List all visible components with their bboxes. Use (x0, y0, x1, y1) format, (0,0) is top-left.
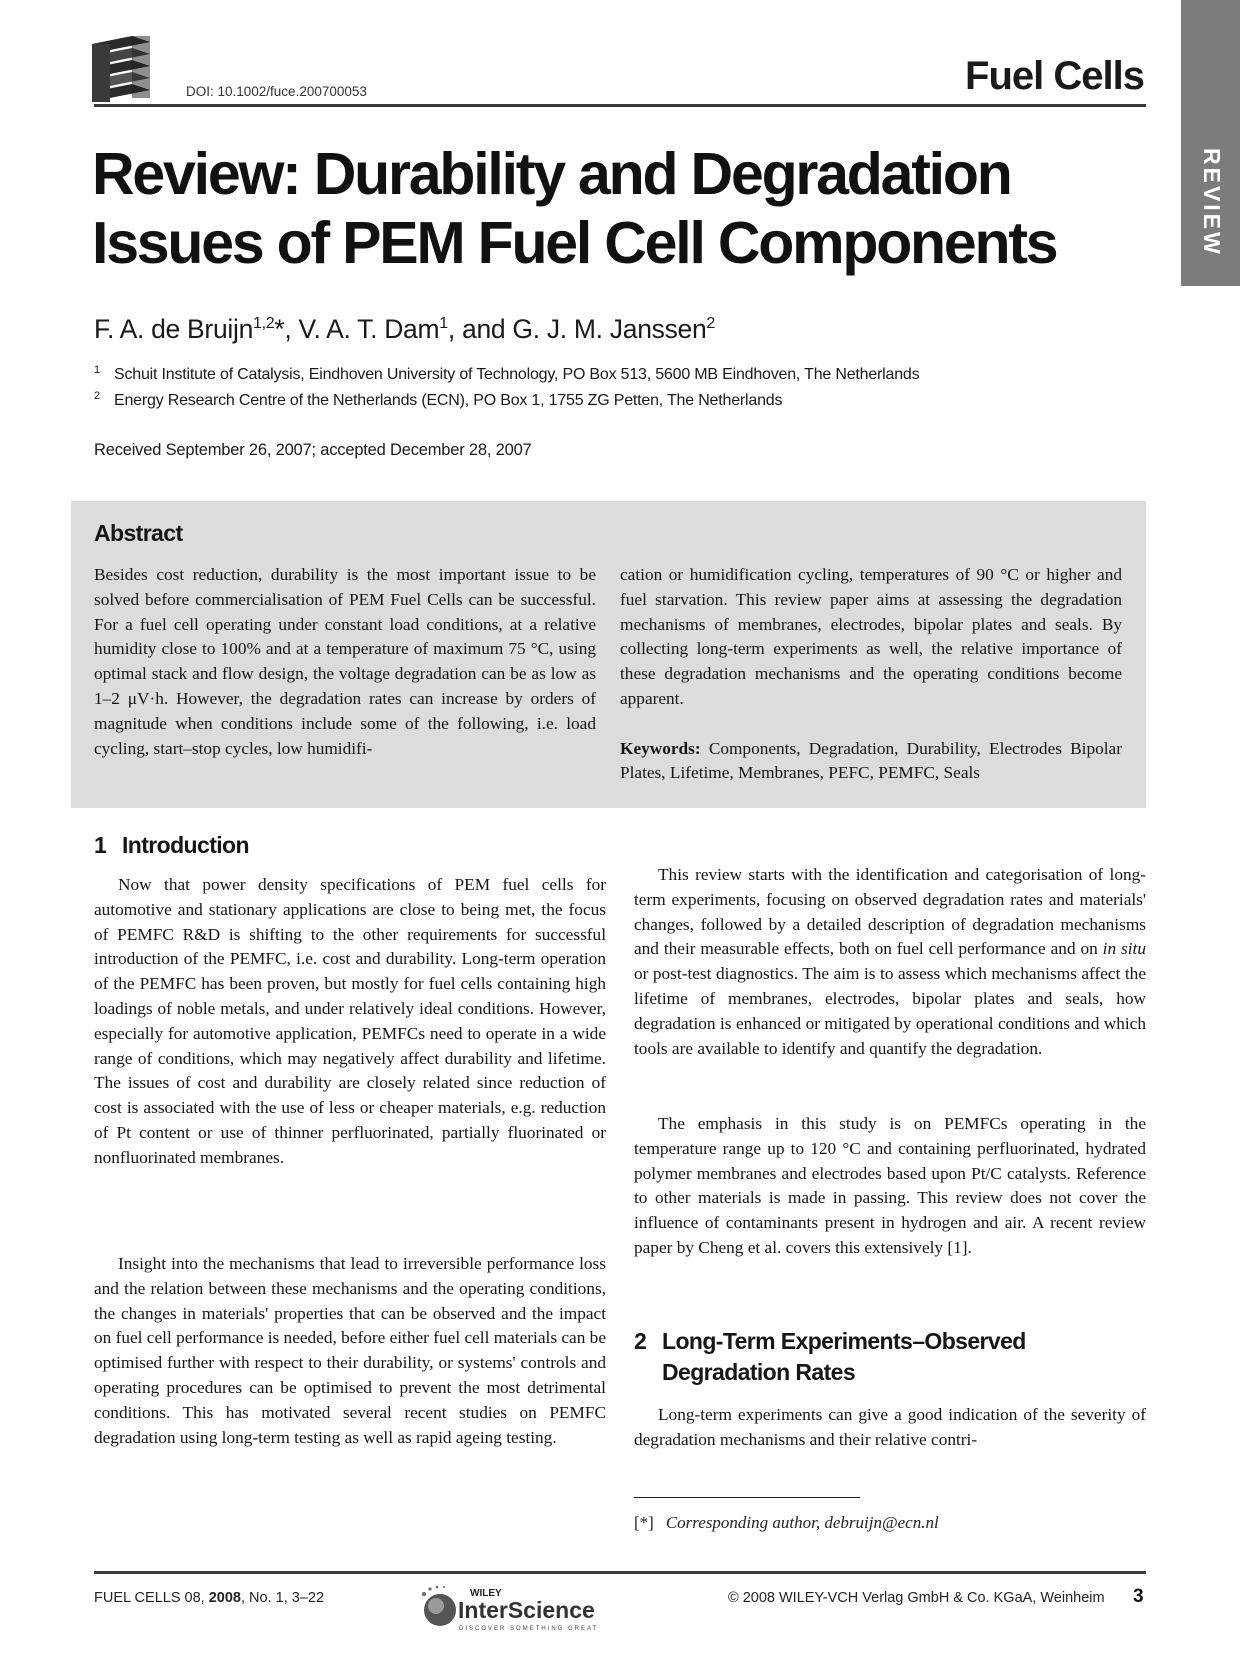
author-name: G. J. M. Janssen (512, 314, 707, 344)
article-title (92, 140, 1092, 278)
affiliation-text: Schuit Institute of Catalysis, Eindhoven University of Technology, PO Box 513, 5600 MB Eindhoven, The Netherlands (114, 366, 920, 383)
copyright: © 2008 WILEY-VCH Verlag GmbH & Co. KGaA, Weinheim (728, 1590, 1105, 1606)
doi-label: DOI: 10.1002/fuce.200700053 (186, 84, 367, 99)
header-rule (94, 104, 1146, 107)
footnote-rule (634, 1497, 860, 1498)
abstract-text-right: cation or humidification cycling, temperatures of 90 °C or higher and fuel starvation. This review paper aims at assessing the degradation mechanisms of membranes, electrodes, bipolar plates and seals. By collecting long-term experiments as well, the relative importance of these degradation mechanisms and the operating conditions become apparent. (620, 565, 1122, 708)
footnote-text: Corresponding author, debruijn@ecn.nl (665, 1513, 939, 1532)
publisher-name: InterScience (458, 1597, 595, 1623)
footer-rule (94, 1571, 1146, 1574)
section-title-line-1: Long-Term Experiments–Observed (662, 1328, 1026, 1354)
journal-logo-icon (92, 36, 156, 106)
author-name: V. A. T. Dam (298, 314, 440, 344)
paragraph-text: This review starts with the identification and categorisation of long-term experiments, focusing on observed degradation rates and materials' changes, followed by a detailed description of degradation mechanisms and their measurable effects, both on fuel cell performance and on (634, 865, 1146, 959)
publisher-small-label: WILEY (470, 1588, 502, 1599)
paragraph: Long-term experiments can give a good indication of the severity of degradation mechanisms and their relative contri- (634, 1405, 1146, 1449)
section-number: 1 (94, 832, 107, 858)
page-number: 3 (1133, 1586, 1144, 1607)
keywords (620, 737, 1122, 787)
affiliation-text: Energy Research Centre of the Netherlands (ECN), PO Box 1, 1755 ZG Petten, The Netherlands (114, 392, 783, 409)
citation-issue: , No. 1, 3–22 (240, 1590, 325, 1606)
article-title-line-1: Review: Durability and Degradation (92, 141, 1011, 207)
abstract-heading: Abstract (94, 520, 183, 546)
section-title-line-2: Degradation Rates (662, 1359, 856, 1385)
author-separator: *, (274, 314, 299, 344)
paragraph-text: or post-test diagnostics. The aim is to assess which mechanisms affect the lifetime of membranes, electrodes, bipolar plates and seals, how degradation is enhanced or mitigated by operational conditions and which tools are available to identify and quantify the degradation. (634, 964, 1146, 1058)
author-affiliation-marker: 1 (439, 315, 448, 333)
citation-year: 2008 (208, 1590, 241, 1606)
affiliation (94, 364, 919, 384)
citation-journal: FUEL CELLS 08, (94, 1590, 209, 1606)
author-affiliation-marker: 2 (706, 315, 716, 333)
footnote (634, 1513, 939, 1533)
abstract-text-left: Besides cost reduction, durability is the most important issue to be solved before commercialisation of PEM Fuel Cells can be successful. For a fuel cell operating under constant load conditions, at a relative humidity close to 100% and at a temperature of maximum 75 °C, using optimal stack and flow design, the voltage degradation can be as low as 1–2 μV·h. However, the degradation rates can increase by orders of magnitude when conditions include some of the following, i.e. load cycling, start–stop cycles, low humidifi- (94, 565, 596, 758)
author-name: F. A. de Bruijn (94, 314, 254, 344)
review-side-label: REVIEW (1199, 148, 1225, 257)
section-title: Introduction (122, 832, 249, 858)
footnote-marker: [*] (634, 1513, 654, 1532)
paragraph: Insight into the mechanisms that lead to irreversible performance loss and the relation between these mechanisms and the operating conditions, the changes in materials' properties that can be observed and the impact on fuel cell performance is needed, before either fuel cell materials can be optimised further with respect to their durability, or systems' controls and operating procedures can be optimised to prevent the most detrimental conditions. This has motivated several recent studies on PEMFC degradation using long-term testing as well as rapid ageing testing. (94, 1254, 606, 1447)
paragraph: The emphasis in this study is on PEMFCs operating in the temperature range up to 120 °C and containing perfluorinated, hydrated polymer membranes and electrodes based upon Pt/C catalysts. Reference to other materials is made in passing. This review does not cover the influence of contaminants present in hydrogen and air. A recent review paper by Cheng et al. covers this extensively [1]. (634, 1114, 1146, 1257)
publisher-tagline: DISCOVER SOMETHING GREAT (459, 1626, 599, 1632)
section-heading-introduction (94, 830, 249, 861)
received-dates: Received September 26, 2007; accepted December 28, 2007 (94, 441, 532, 459)
interscience-logo-icon (418, 1582, 608, 1634)
author-list (94, 314, 715, 345)
author-separator: , and (447, 314, 513, 344)
keywords-label: Keywords: (620, 738, 701, 758)
affiliation-number: 1 (94, 364, 100, 376)
author-affiliation-marker: 1,2 (253, 315, 275, 333)
affiliation-number: 2 (94, 390, 100, 402)
italic-term: in situ (1102, 939, 1146, 959)
paragraph (634, 863, 1146, 1061)
journal-name: Fuel Cells (965, 54, 1144, 98)
abstract-right-column (620, 563, 1122, 786)
affiliation (94, 390, 782, 410)
keywords-list: Components, Degradation, Durability, Electrodes Bipolar Plates, Lifetime, Membranes, PEFC, PEMFC, Seals (620, 738, 1122, 783)
footer-citation (94, 1590, 324, 1606)
article-title-line-2: Issues of PEM Fuel Cell Components (92, 210, 1057, 276)
section-number: 2 (634, 1328, 647, 1354)
section-heading-long-term-experiments (634, 1326, 1154, 1388)
paragraph: Now that power density specifications of PEM fuel cells for automotive and stationary applications are close to being met, the focus of PEMFC R&D is shifting to the other requirements for successful introduction of the PEMFC, i.e. cost and durability. Long-term operation of the PEMFC has been proven, but mostly for fuel cells containing high loadings of noble metals, and under relatively ideal conditions. However, especially for automotive application, PEMFCs need to operate in a wide range of conditions, which may negatively affect durability and lifetime. The issues of cost and durability are closely related since reduction of cost is associated with the use of less or cheaper materials, e.g. reduction of Pt content or use of thinner perfluorinated, partially fluorinated or nonfluorinated membranes. (94, 875, 606, 1167)
